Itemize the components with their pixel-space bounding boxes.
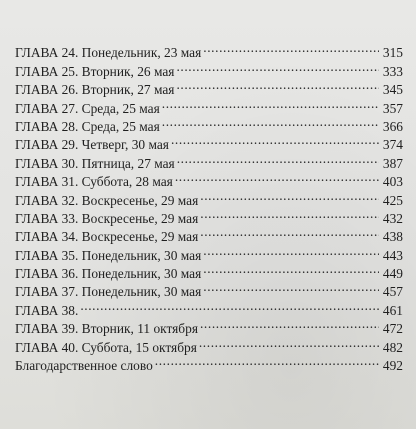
toc-entry-title: ГЛАВА 30. Пятница, 27 мая [15,155,175,171]
dot-leader [155,352,379,370]
toc-entry-page: 425 [382,192,403,208]
toc-entry-title: ГЛАВА 36. Понедельник, 30 мая [15,266,202,282]
toc-entry-page: 357 [382,100,403,116]
toc-entry-title: ГЛАВА 25. Вторник, 26 мая [15,63,175,79]
toc-entry-title: ГЛАВА 40. Суббота, 15 октября [15,339,197,355]
toc-entry-title: ГЛАВА 37. Понедельник, 30 мая [15,284,202,300]
toc-entry [15,39,403,61]
dot-leader [175,168,379,186]
dot-leader [200,315,379,333]
dot-leader [203,278,379,296]
toc-entry-title: ГЛАВА 39. Вторник, 11 октября [15,321,198,337]
dot-leader [203,39,379,57]
toc-entry-page: 472 [382,321,403,337]
dot-leader [203,241,379,259]
toc-entry-page: 457 [382,284,403,300]
toc-entry-title: ГЛАВА 28. Среда, 25 мая [15,118,160,134]
toc-entry-page: 432 [382,210,403,226]
dot-leader [199,333,379,351]
dot-leader [171,131,379,149]
dot-leader [176,57,379,75]
toc-entry-title: ГЛАВА 27. Среда, 25 мая [15,100,160,116]
toc-entry-title: ГЛАВА 29. Четверг, 30 мая [15,137,169,153]
toc-entry-page: 387 [382,155,403,171]
toc-entry-page: 366 [382,118,403,134]
toc-entry-title: ГЛАВА 31. Суббота, 28 мая [15,174,173,190]
dot-leader [162,94,379,112]
table-of-contents [15,39,403,374]
toc-entry-page: 403 [382,174,403,190]
dot-leader [80,296,379,314]
toc-entry-page: 315 [382,45,403,61]
toc-entry-title: ГЛАВА 33. Воскресенье, 29 мая [15,210,199,226]
toc-entry-title: ГЛАВА 35. Понедельник, 30 мая [15,247,202,263]
toc-entry-title: Благодарственное слово [15,358,153,374]
toc-entry-title: ГЛАВА 34. Воскресенье, 29 мая [15,229,199,245]
dot-leader [200,186,379,204]
toc-entry-page: 438 [382,229,403,245]
dot-leader [176,76,379,94]
toc-entry-page: 492 [382,358,403,374]
toc-entry-title: ГЛАВА 26. Вторник, 27 мая [15,82,175,98]
toc-entry-title: ГЛАВА 24. Понедельник, 23 мая [15,45,202,61]
toc-entry-page: 374 [382,137,403,153]
toc-entry-page: 449 [382,266,403,282]
toc-entry-page: 443 [382,247,403,263]
dot-leader [203,260,379,278]
dot-leader [200,205,379,223]
toc-entry-page: 461 [382,302,403,318]
dot-leader [162,113,379,131]
dot-leader [177,149,379,167]
toc-entry-page: 333 [382,63,403,79]
toc-entry-page: 482 [382,339,403,355]
dot-leader [200,223,379,241]
toc-entry-title: ГЛАВА 38. [15,302,79,318]
toc-entry-title: ГЛАВА 32. Воскресенье, 29 мая [15,192,199,208]
toc-entry-page: 345 [382,82,403,98]
